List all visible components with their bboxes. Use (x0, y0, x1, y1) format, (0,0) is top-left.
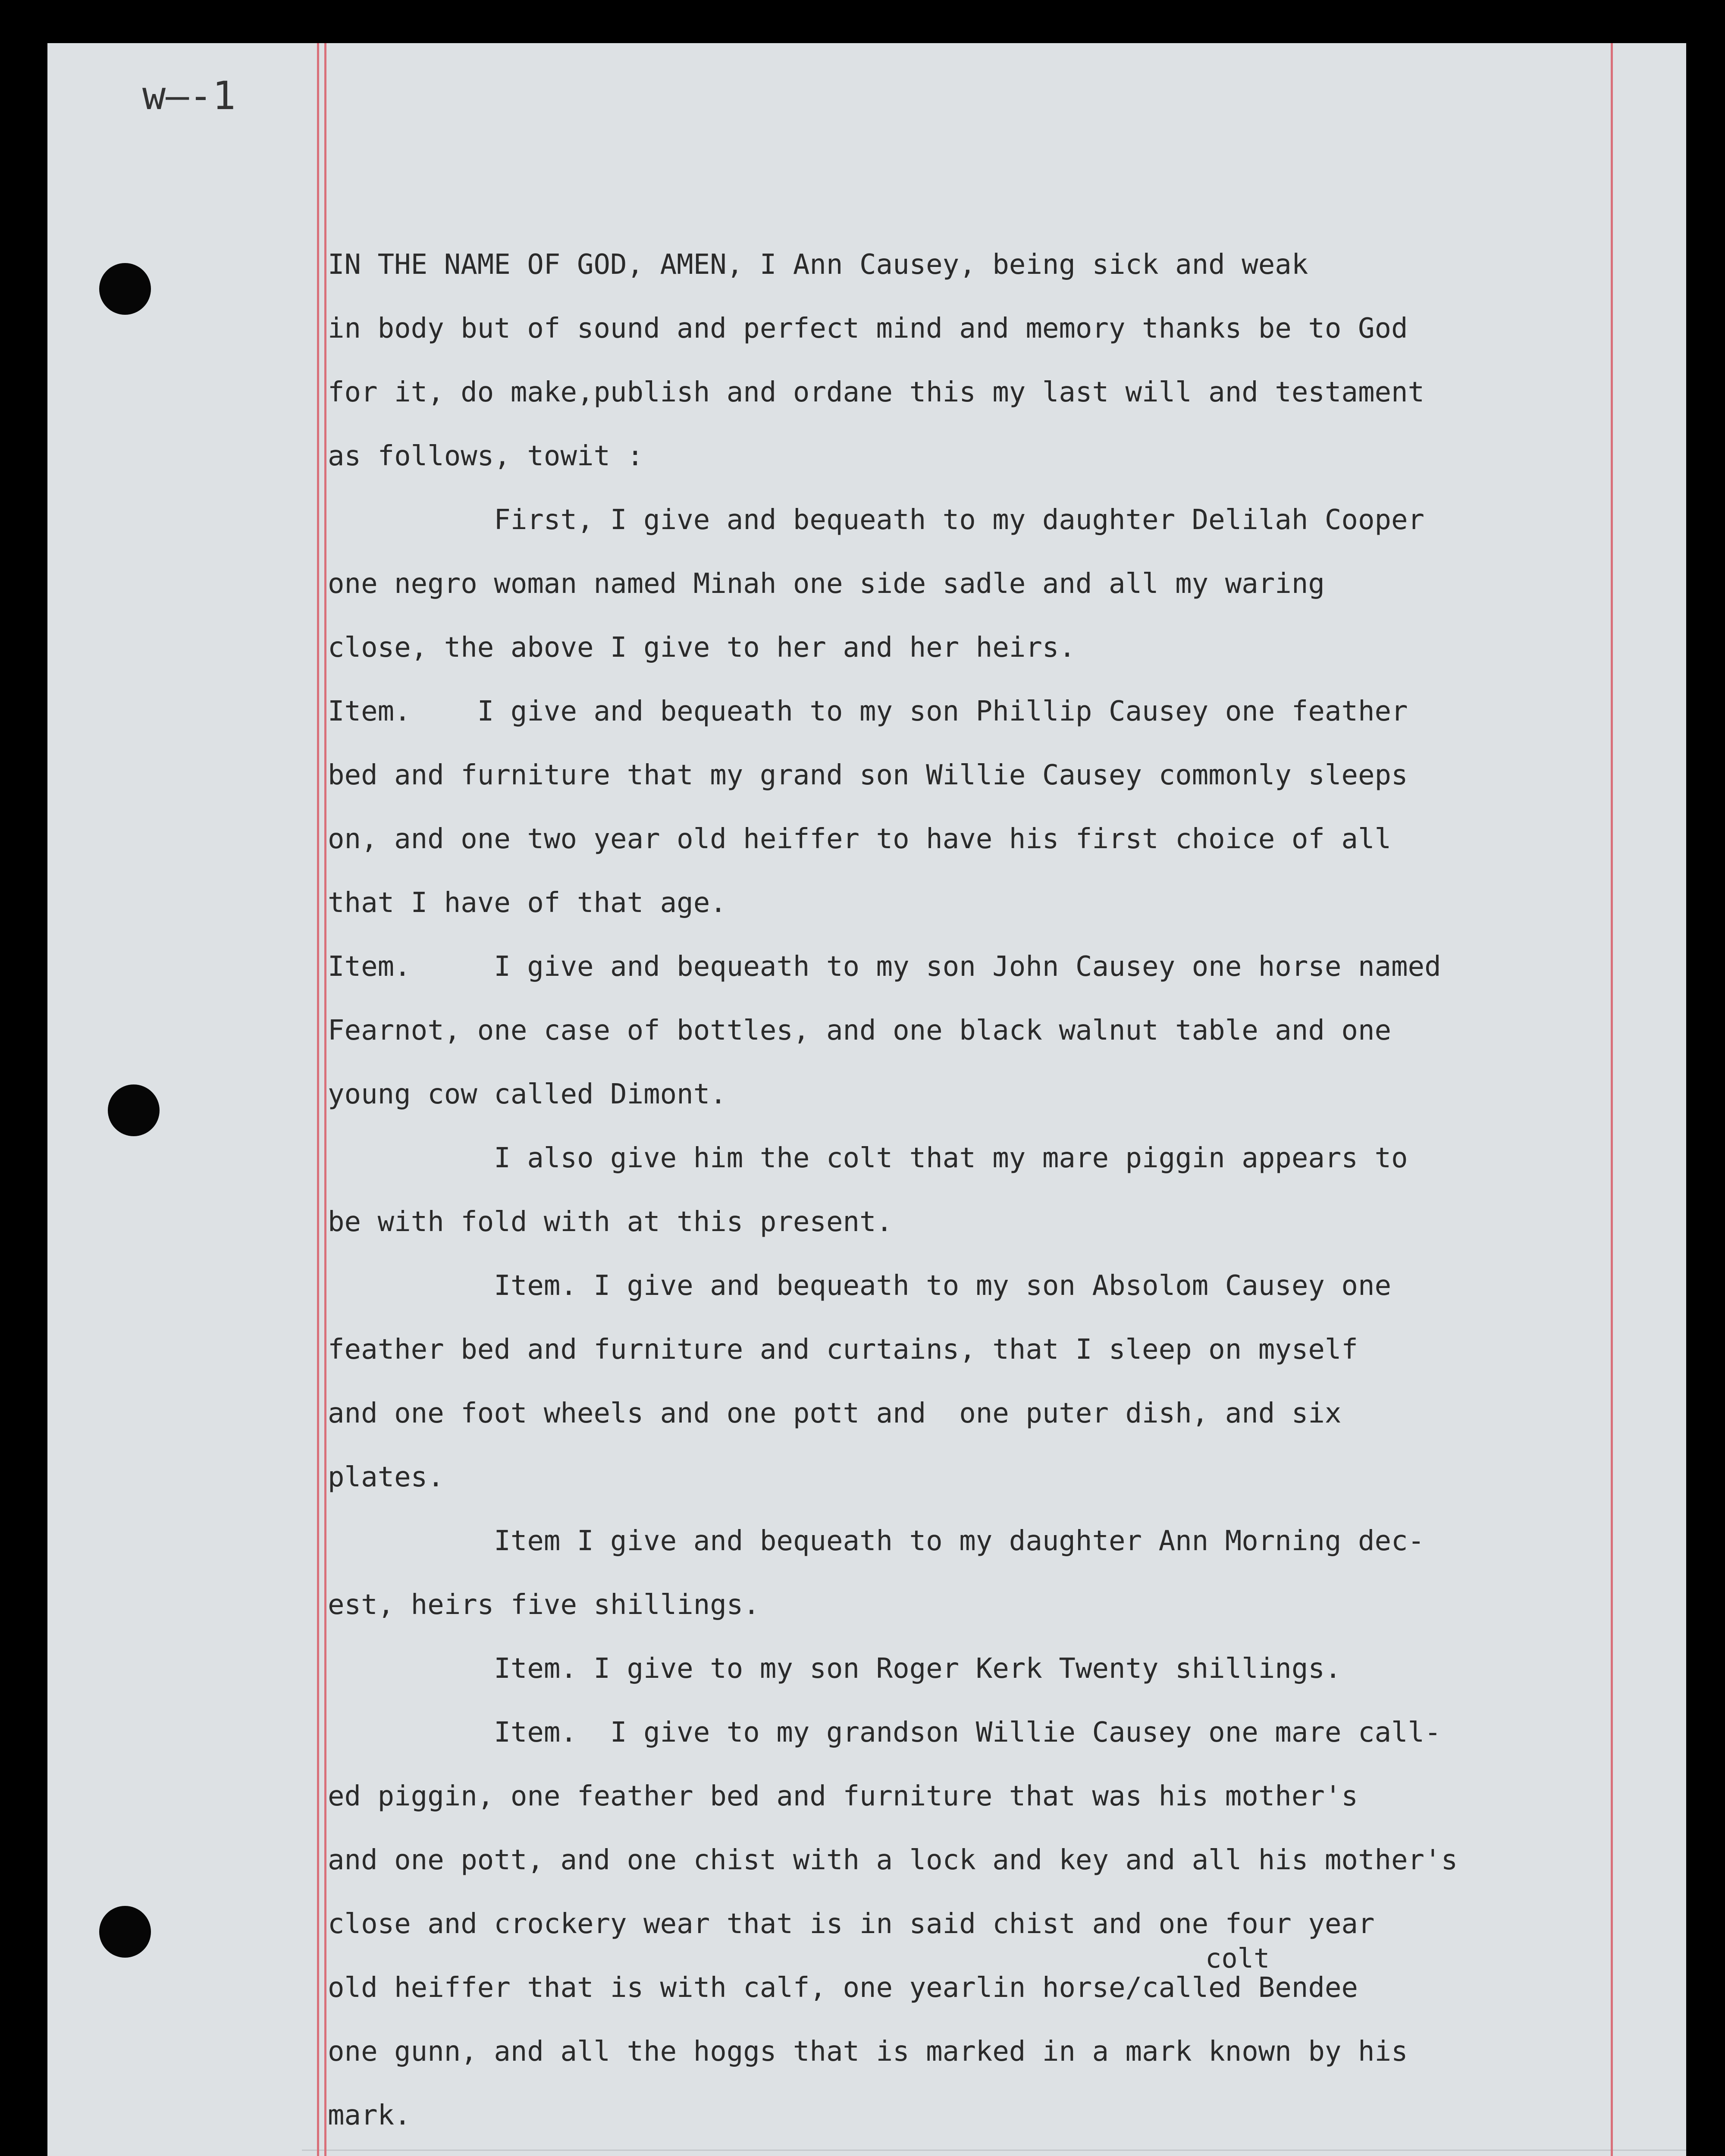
punch-hole-bottom (99, 1906, 151, 1958)
text-line: est, heirs five shillings. (328, 1589, 760, 1621)
text-line: Fearnot, one case of bottles, and one black walnut table and one (328, 1015, 1391, 1047)
text-line: be with fold with at this present. (328, 1206, 893, 1238)
text-line: Item. I give and bequeath to my son Absolom Causey one (328, 1270, 1391, 1302)
text-line: Item. I give to my son Roger Kerk Twenty shillings. (328, 1653, 1342, 1685)
text-line: mark. (328, 2100, 411, 2131)
text-line: and one pott, and one chist with a lock and key and all his mother's (328, 1844, 1458, 1876)
will-text (328, 233, 1678, 2156)
punch-hole-middle (108, 1084, 160, 1136)
text-line: Item. I give and bequeath to my son John Causey one horse named (328, 951, 1441, 983)
text-line: young cow called Dimont. (328, 1078, 727, 1110)
text-line: old heiffer that is with calf, one yearlin horse/called Bendee (328, 1972, 1358, 2004)
text-line (328, 2147, 1678, 2156)
interlinear-insertion: colt (1205, 1943, 1270, 1974)
text-line: feather bed and furniture and curtains, that I sleep on myself (328, 1334, 1358, 1366)
text-line: and one foot wheels and one pott and one puter dish, and six (328, 1398, 1342, 1429)
punch-hole-top (99, 263, 151, 315)
margin-rule-left-outer (317, 43, 319, 2156)
text-line: one negro woman named Minah one side sadle and all my waring (328, 568, 1325, 600)
text-line: as follows, towit : (328, 440, 644, 472)
text-line: ed piggin, one feather bed and furniture that was his mother's (328, 1780, 1358, 1812)
text-line: close and crockery wear that is in said chist and one four year (328, 1908, 1375, 1940)
text-line: on, and one two year old heiffer to have his first choice of all (328, 823, 1391, 855)
text-line: bed and furniture that my grand son Willie Causey commonly sleeps (328, 759, 1408, 791)
text-line: in body but of sound and perfect mind and memory thanks be to God (328, 313, 1408, 345)
corner-mark: w—-1 (142, 73, 236, 119)
text-line: Item. I give to my grandson Willie Causey one mare call- (328, 1717, 1441, 1749)
text-line: Item. I give and bequeath to my son Phillip Causey one feather (328, 696, 1408, 727)
text-line: I also give him the colt that my mare piggin appears to (328, 1142, 1408, 1174)
text-line: close, the above I give to her and her heirs. (328, 632, 1076, 664)
text-line: one gunn, and all the hoggs that is marked in a mark known by his (328, 2036, 1408, 2068)
text-line: Item I give and bequeath to my daughter Ann Morning dec- (328, 1525, 1425, 1557)
text-line: First, I give and bequeath to my daughter Delilah Cooper (328, 504, 1425, 536)
text-line: plates. (328, 1461, 444, 1493)
margin-rule-left-inner (324, 43, 326, 2156)
text-line: that I have of that age. (328, 887, 727, 919)
text-line: for it, do make,publish and ordane this my last will and testament (328, 376, 1425, 408)
text-line: IN THE NAME OF GOD, AMEN, I Ann Causey, being sick and weak (328, 249, 1308, 281)
